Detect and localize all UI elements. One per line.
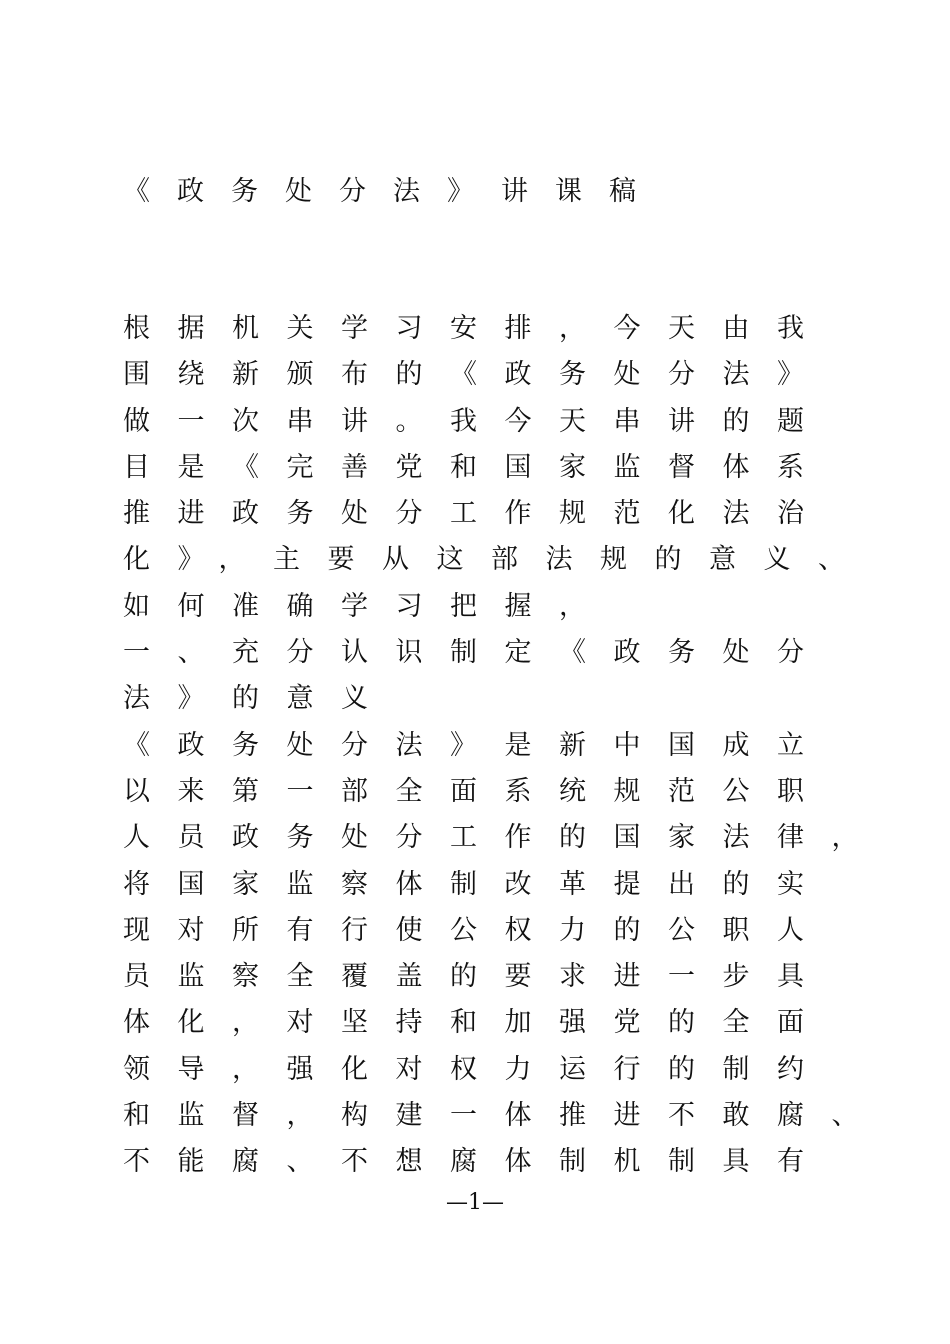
body-line: 做一次串讲。我今天串讲的题: [123, 405, 832, 437]
body-line: 化》，主要从这部法规的意义、: [123, 544, 873, 576]
body-line: 以来第一部全面系统规范公职: [123, 775, 832, 807]
body-line: 根据机关学习安排，今天由我: [123, 313, 832, 344]
body-line: 推进政务处分工作规范化法治: [123, 498, 832, 530]
body-line: 将国家监察体制改革提出的实: [123, 868, 832, 900]
body-line: 不能腐、不想腐体制机制具有: [123, 1146, 832, 1178]
section-heading-line: 法》的意义: [123, 683, 396, 715]
body-line: 现对所有行使公权力的公职人: [123, 914, 832, 946]
document-body: [123, 306, 923, 1186]
body-line: 围绕新颁布的《政务处分法》: [123, 359, 832, 391]
body-line: 人员政务处分工作的国家法律，: [123, 822, 886, 854]
body-line: 和监督，构建一体推进不敢腐、: [123, 1100, 886, 1132]
section-heading-line: 一、充分认识制定《政务处分: [123, 637, 832, 669]
body-line: 《政务处分法》是新中国成立: [123, 729, 832, 761]
body-line: 体化，对坚持和加强党的全面: [123, 1007, 832, 1039]
body-line: 目是《完善党和国家监督体系: [123, 451, 832, 483]
body-line: 领导，强化对权力运行的制约: [123, 1053, 832, 1085]
document-title: 《政务处分法》讲课稿: [123, 176, 663, 207]
body-line: 如何准确学习把握，: [123, 590, 614, 622]
page-number: —1—: [446, 1190, 504, 1215]
body-line: 员监察全覆盖的要求进一步具: [123, 961, 832, 993]
